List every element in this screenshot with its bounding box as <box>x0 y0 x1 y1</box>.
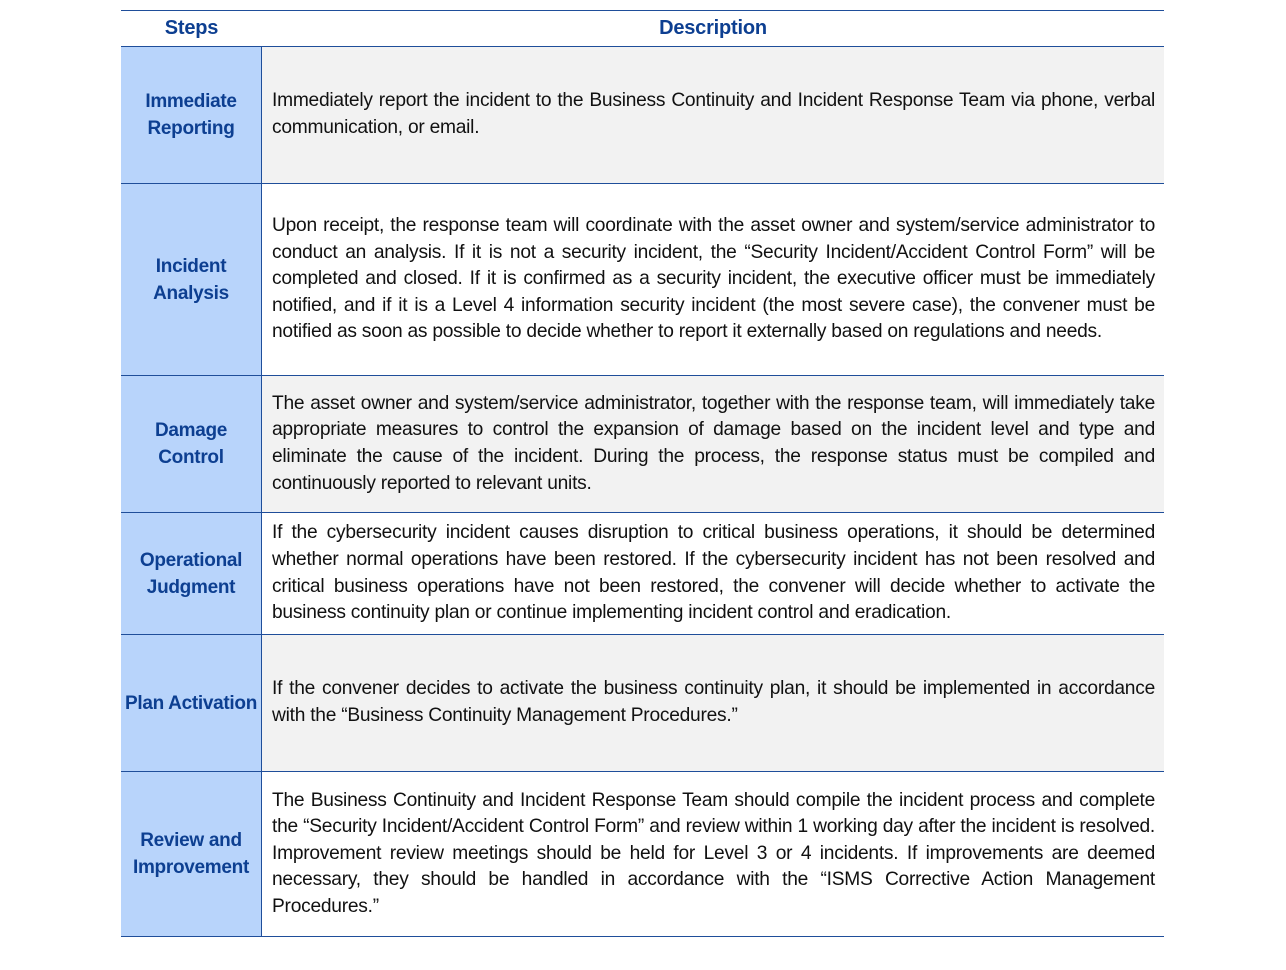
description-cell <box>262 635 1164 771</box>
table-header-row <box>121 11 1164 47</box>
step-cell: Immediate Reporting <box>121 47 262 183</box>
table-row <box>121 635 1164 772</box>
description-text: If the convener decides to activate the business continuity plan, it should be implemented in accordance with the “Business Continuity Management Procedures.” <box>272 678 1155 726</box>
description-cell <box>262 513 1164 634</box>
description-text: The Business Continuity and Incident Response Team should compile the incident process and complete the “Security Incident/Accident Control Form” and review within 1 working day after the incident is resolved. Improvement review meetings should be held for Level 3 or 4 incidents. If improvements are deemed necessary, they should be handled in accordance with the “ISMS Corrective Action Management Procedures.” <box>272 789 1155 917</box>
step-cell: Operational Judgment <box>121 513 262 634</box>
step-cell: Damage Control <box>121 376 262 512</box>
step-cell: Plan Activation <box>121 635 262 771</box>
step-cell: Incident Analysis <box>121 184 262 375</box>
description-cell <box>262 184 1164 375</box>
table-row <box>121 184 1164 376</box>
description-text: Upon receipt, the response team will coordinate with the asset owner and system/service administrator to conduct an analysis. If it is not a security incident, the “Security Incident/Accident Control Form” will be completed and closed. If it is confirmed as a security incident, the executive officer must be immediately notified, and if it is a Level 4 information security incident (the most severe case), the convener must be notified as soon as possible to decide whether to report it externally based on regulations and needs. <box>272 215 1155 343</box>
table-row <box>121 47 1164 184</box>
header-description: Description <box>659 17 767 39</box>
description-text: Immediately report the incident to the Business Continuity and Incident Response Team via phone, verbal communication, or email. <box>272 90 1155 138</box>
description-cell <box>262 376 1164 512</box>
table-row <box>121 513 1164 635</box>
description-cell <box>262 772 1164 936</box>
table-row <box>121 772 1164 937</box>
step-cell: Review and Improvement <box>121 772 262 936</box>
description-text: The asset owner and system/service administrator, together with the response team, will immediately take appropriate measures to control the expansion of damage based on the incident level and type and eliminate the cause of the incident. During the process, the response status must be compiled and continuously reported to relevant units. <box>272 392 1155 494</box>
table-row <box>121 376 1164 513</box>
description-cell <box>262 47 1164 183</box>
incident-response-steps-table <box>121 10 1164 937</box>
description-text: If the cybersecurity incident causes disruption to critical business operations, it should be determined whether normal operations have been restored. If the cybersecurity incident has not been resolved and critical business operations have not been restored, the convener will decide whether to activate the business continuity plan or continue implementing incident control and eradication. <box>272 522 1155 624</box>
header-steps: Steps <box>164 17 219 39</box>
